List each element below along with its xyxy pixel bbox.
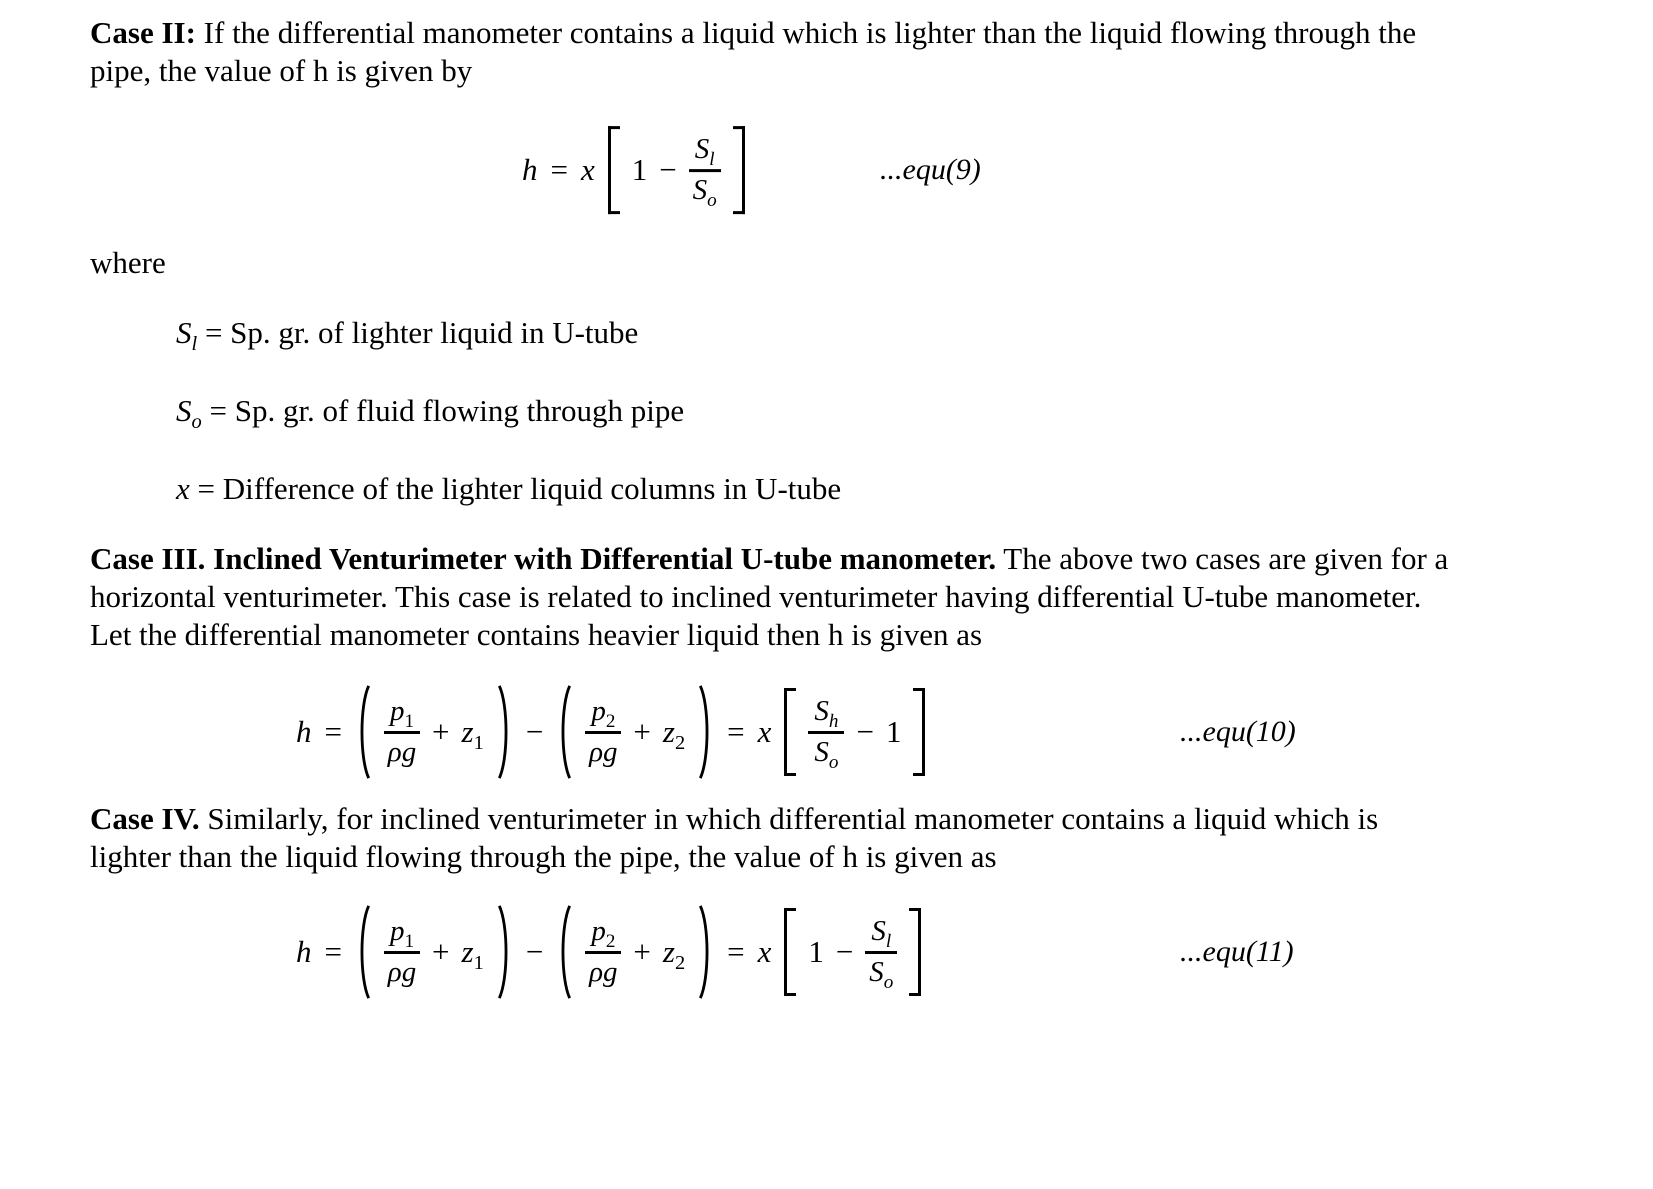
eq11-t1-z-sym: z <box>461 934 474 969</box>
eq11-t2-num-sub: 2 <box>605 930 616 952</box>
right-bracket-icon <box>909 908 921 996</box>
equals-sign: = <box>324 714 342 749</box>
numerator <box>585 695 621 734</box>
equation-10-row <box>0 684 1653 780</box>
case2-line1-text: If the differential manometer contains a liquid which is lighter than the liquid flowing through the <box>195 15 1417 50</box>
numerator <box>585 915 621 954</box>
equation-11-row <box>0 904 1653 1000</box>
numerator <box>689 133 721 172</box>
numerator <box>384 695 420 734</box>
eq11-t1-num: p <box>389 915 405 948</box>
minus-sign: − <box>835 934 854 969</box>
eq10-term1 <box>372 688 496 776</box>
denominator <box>692 172 717 211</box>
eq10-one: 1 <box>885 714 902 749</box>
def-sl-text: = Sp. gr. of lighter liquid in U-tube <box>197 315 639 350</box>
def-x-text: = Difference of the lighter liquid columns in U-tube <box>189 471 842 506</box>
equation-10-label: ...equ(10) <box>1180 715 1296 748</box>
eq9-one: 1 <box>631 152 648 187</box>
eq9-coeff: x <box>580 152 595 187</box>
denominator: ρg <box>589 736 618 768</box>
where-label: where <box>90 245 166 280</box>
left-paren-icon <box>355 684 372 780</box>
numerator <box>865 915 897 954</box>
equals-sign: = <box>324 934 342 969</box>
case3-line1-text: The above two cases are given for a <box>996 541 1449 576</box>
minus-sign: − <box>525 714 544 749</box>
eq11-t1-z <box>461 934 484 975</box>
equation-9-row <box>0 124 1653 216</box>
equation-11 <box>296 904 921 1000</box>
eq10-bracket-inner <box>796 688 913 776</box>
eq11-t1-num-sub: 1 <box>404 930 415 952</box>
case2-line2: pipe, the value of h is given by <box>90 53 473 88</box>
denominator: ρg <box>589 956 618 988</box>
case3-heading: Case III. Inclined Venturimeter with Differential U-tube manometer. <box>90 541 997 576</box>
eq11-bracket-inner <box>796 908 909 996</box>
eq10-lhs: h <box>296 714 312 749</box>
denominator: ρg <box>387 736 417 768</box>
minus-sign: − <box>525 934 544 969</box>
fraction <box>865 915 897 993</box>
eq11-br-den: S <box>869 956 884 988</box>
denominator <box>814 734 839 773</box>
denominator: ρg <box>387 956 417 988</box>
case3-line1 <box>90 540 1520 578</box>
case3-line3: Let the differential manometer contains heavier liquid then h is given as <box>90 617 983 652</box>
fraction <box>384 915 420 989</box>
eq11-br-num-sub: l <box>885 930 892 952</box>
left-paren-icon <box>355 904 372 1000</box>
eq11-term2 <box>573 908 697 996</box>
eq10-t2-z-sub: 2 <box>674 732 686 755</box>
equation-11-label: ...equ(11) <box>1180 935 1294 968</box>
eq11-paren-group-2 <box>556 904 714 1000</box>
eq11-t2-z-sub: 2 <box>674 952 686 975</box>
def-so-symbol: S <box>176 393 192 428</box>
equals-sign: = <box>727 714 745 749</box>
left-bracket-icon <box>784 908 796 996</box>
plus-sign: + <box>432 934 450 969</box>
eq10-t2-num-sub: 2 <box>605 710 616 732</box>
eq10-t2-z <box>662 714 686 755</box>
eq9-bracket-group <box>608 126 745 214</box>
eq10-t2-num: p <box>591 695 606 728</box>
def-x-symbol: x <box>176 471 190 506</box>
case4-paragraph <box>90 800 1520 876</box>
eq11-t2-z <box>662 934 686 975</box>
plus-sign: + <box>633 714 651 749</box>
eq11-t1-z-sub: 1 <box>473 952 484 975</box>
eq11-coeff: x <box>757 934 772 969</box>
eq10-t1-num-sub: 1 <box>404 710 415 732</box>
definition-sl <box>176 314 639 356</box>
equation-10 <box>296 684 925 780</box>
eq10-t1-z-sym: z <box>461 714 474 749</box>
right-paren-icon <box>496 684 513 780</box>
definition-so <box>176 392 685 434</box>
right-paren-icon <box>496 904 513 1000</box>
eq10-paren-group-2 <box>556 684 714 780</box>
right-paren-icon <box>697 904 714 1000</box>
left-paren-icon <box>556 904 573 1000</box>
eq11-term1 <box>372 908 496 996</box>
eq9-num-sub: l <box>709 148 715 170</box>
eq10-paren-group-1 <box>355 684 513 780</box>
fraction <box>689 133 721 211</box>
eq11-paren-group-1 <box>355 904 513 1000</box>
eq11-bracket-group <box>784 908 921 996</box>
denominator <box>869 954 894 993</box>
right-bracket-icon <box>913 688 925 776</box>
def-so-subscript: o <box>191 411 202 434</box>
case4-line1 <box>90 800 1520 838</box>
fraction <box>585 915 621 989</box>
equation-9 <box>522 126 745 214</box>
numerator <box>808 695 844 734</box>
minus-sign: − <box>856 714 874 749</box>
eq11-t2-z-sym: z <box>662 934 675 969</box>
equals-sign: = <box>727 934 745 969</box>
eq11-br-den-sub: o <box>883 971 894 993</box>
eq10-bracket-group <box>784 688 925 776</box>
def-sl-subscript: l <box>191 333 198 356</box>
eq9-den-sym: S <box>692 174 708 206</box>
case3-line2: horizontal venturimeter. This case is related to inclined venturimeter having differential U-tube manometer. <box>90 579 1422 614</box>
def-so-text: = Sp. gr. of fluid flowing through pipe <box>201 393 685 428</box>
eq10-t2-z-sym: z <box>662 714 675 749</box>
case2-heading: Case II: <box>90 15 196 50</box>
eq10-coeff: x <box>757 714 772 749</box>
fraction <box>384 695 420 769</box>
case2-line1 <box>90 14 1520 52</box>
eq10-t1-num: p <box>389 695 405 728</box>
eq9-den-sub: o <box>707 189 717 211</box>
fraction <box>585 695 621 769</box>
right-bracket-icon <box>733 126 745 214</box>
eq10-t1-z-sub: 1 <box>473 732 484 755</box>
eq9-lhs: h <box>522 152 538 187</box>
eq10-br-num-sub: h <box>828 710 839 732</box>
left-paren-icon <box>556 684 573 780</box>
minus-sign: − <box>659 152 677 187</box>
eq11-one: 1 <box>808 934 824 969</box>
definition-x <box>176 470 841 508</box>
left-bracket-icon <box>784 688 796 776</box>
numerator <box>384 915 420 954</box>
eq9-bracket-inner <box>620 126 733 214</box>
case2-paragraph <box>90 14 1520 90</box>
fraction <box>808 695 844 773</box>
case4-line2: lighter than the liquid flowing through the pipe, the value of h is given as <box>90 839 997 874</box>
eq9-num-sym: S <box>694 133 710 166</box>
case3-paragraph <box>90 540 1520 654</box>
equation-9-label: ...equ(9) <box>880 153 981 186</box>
eq11-lhs: h <box>296 934 312 969</box>
left-bracket-icon <box>608 126 620 214</box>
case4-line1-text: Similarly, for inclined venturimeter in which differential manometer contains a liquid which is <box>199 801 1379 836</box>
equals-sign: = <box>550 152 568 187</box>
eq11-br-num: S <box>871 915 886 948</box>
plus-sign: + <box>432 714 450 749</box>
eq10-br-den-sub: o <box>828 751 839 773</box>
eq10-br-num: S <box>814 695 829 728</box>
eq10-br-den: S <box>814 736 829 768</box>
plus-sign: + <box>633 934 651 969</box>
case4-heading: Case IV. <box>90 801 200 836</box>
def-sl-symbol: S <box>176 315 192 350</box>
right-paren-icon <box>697 684 714 780</box>
eq10-t1-z <box>461 714 484 755</box>
eq11-t2-num: p <box>591 915 606 948</box>
eq10-term2 <box>573 688 697 776</box>
